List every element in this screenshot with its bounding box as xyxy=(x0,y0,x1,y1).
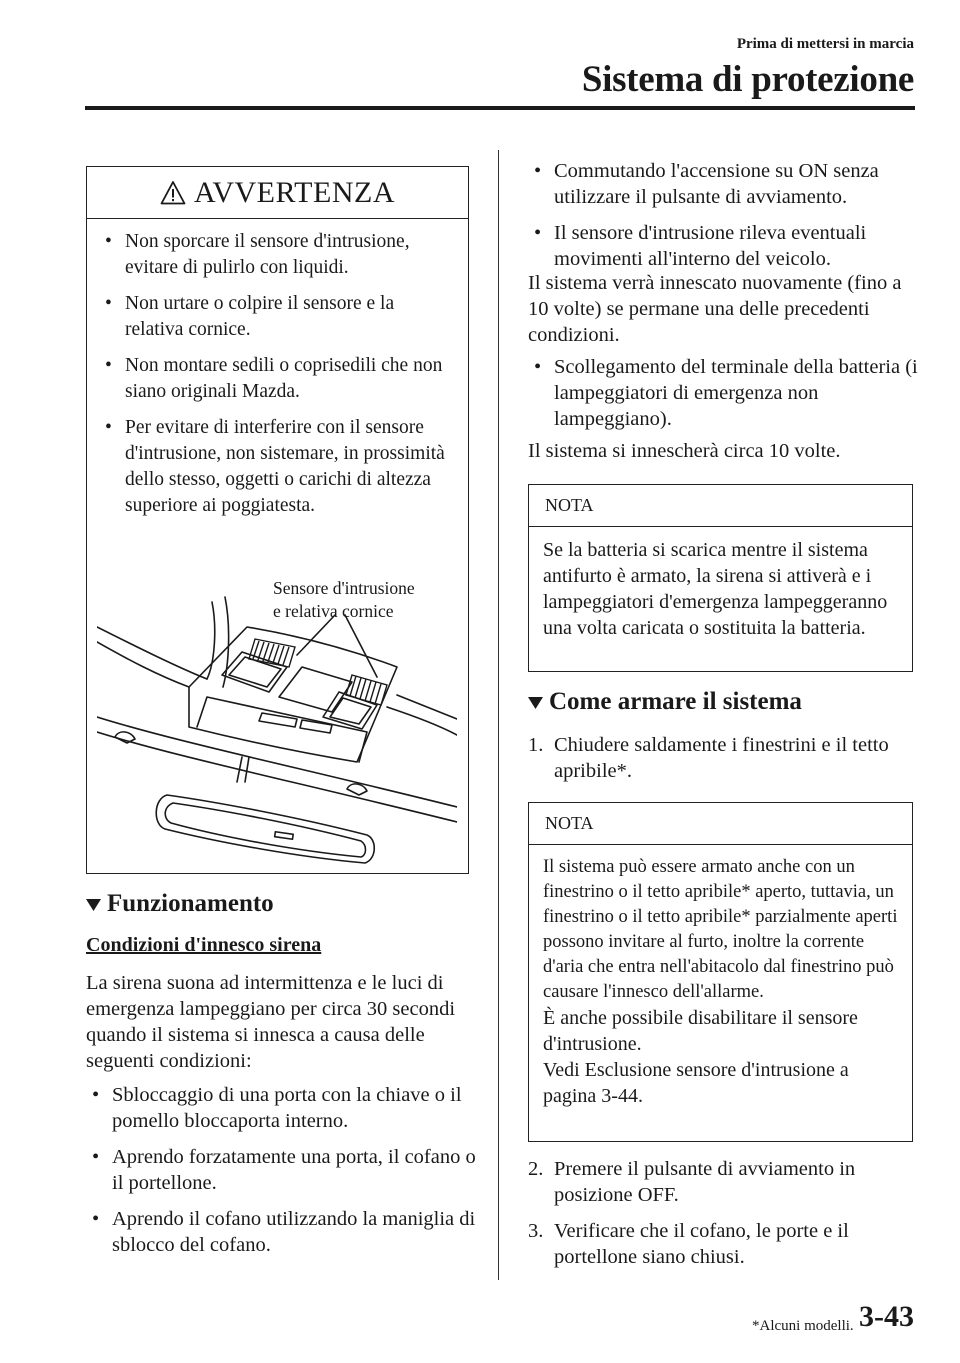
arming-heading xyxy=(528,688,802,716)
step-item xyxy=(528,1218,918,1270)
arming-heading-text: Come armare il sistema xyxy=(549,688,802,715)
funzionamento-heading-text: Funzionamento xyxy=(107,890,274,917)
battery-condition-list xyxy=(528,354,918,432)
siren-conditions-subheading: Condizioni d'innesco sirena xyxy=(86,934,322,956)
note-text xyxy=(529,845,912,1119)
step-text: Premere il pulsante di avviamento in posizione OFF. xyxy=(554,1158,856,1206)
warning-item: • Non montare sedili o coprisedili che non siano originali Mazda. xyxy=(99,353,454,405)
trigger-conditions-list-cont xyxy=(528,158,918,282)
rearm-paragraph: Il sistema verrà innescato nuovamente (fino a 10 volte) se permane una delle precedenti condizioni. xyxy=(528,272,902,346)
step-item xyxy=(528,732,918,784)
intrusion-sensor-illustration xyxy=(97,567,457,867)
warning-title: AVVERTENZA xyxy=(194,175,395,209)
footnote: *Alcuni modelli. xyxy=(752,1318,854,1334)
step-text: Chiudere saldamente i finestrini e il tetto apribile*. xyxy=(554,734,889,782)
figure-label-line: e relativa cornice xyxy=(273,601,394,621)
siren-intro-paragraph: La sirena suona ad intermittenza e le luci di emergenza lampeggiano per circa 30 secondi quando il sistema si innesca a causa delle seguenti condizioni: xyxy=(86,972,456,1072)
warning-box xyxy=(86,166,469,874)
page-number: 3-43 xyxy=(859,1300,914,1333)
warning-header xyxy=(87,167,468,219)
note-box-arming xyxy=(528,802,913,1142)
trigger-conditions-list xyxy=(86,1082,476,1268)
arming-steps-1 xyxy=(528,732,918,794)
step-item xyxy=(528,1156,918,1208)
step-number: 1. xyxy=(528,734,544,756)
note-text-part: È anche possibile disabilitare il sensore d'intrusione. xyxy=(543,1007,858,1055)
funzionamento-heading xyxy=(86,890,274,918)
note-label: NOTA xyxy=(529,485,912,527)
warning-item: • Non sporcare il sensore d'intrusione, evitare di pulirlo con liquidi. xyxy=(99,229,454,281)
note-cross-reference: Vedi Esclusione sensore d'intrusione a pagina 3-44. xyxy=(543,1059,849,1107)
triangle-down-icon xyxy=(86,897,101,912)
condition-item: • Scollegamento del terminale della batteria (i lampeggiatori di emergenza non lampeggiano). xyxy=(528,354,918,432)
note-box-battery xyxy=(528,484,913,672)
condition-item: • Aprendo il cofano utilizzando la maniglia di sblocco del cofano. xyxy=(86,1206,476,1258)
warning-item: • Non urtare o colpire il sensore e la relativa cornice. xyxy=(99,291,454,343)
header-rule xyxy=(85,106,915,110)
figure-label-line: Sensore d'intrusione xyxy=(273,578,415,598)
section-title: Sistema di protezione xyxy=(581,59,914,100)
step-number: 3. xyxy=(528,1220,544,1242)
warning-list xyxy=(99,229,454,529)
chapter-title: Prima di mettersi in marcia xyxy=(736,36,914,52)
arming-steps-2 xyxy=(528,1156,918,1280)
trigger-count-paragraph: Il sistema si innescherà circa 10 volte. xyxy=(528,440,841,462)
note-label: NOTA xyxy=(529,803,912,845)
condition-item: • Sbloccaggio di una porta con la chiave o il pomello bloccaporta interno. xyxy=(86,1082,476,1134)
note-text: Se la batteria si scarica mentre il sistema antifurto è armato, la sirena si attiverà e i lampeggiatori d'emergenza lampeggeranno una volta caricata o sostituita la batteria. xyxy=(543,539,888,639)
warning-triangle-icon xyxy=(160,180,186,206)
condition-item: • Commutando l'accensione su ON senza utilizzare il pulsante di avviamento. xyxy=(528,158,918,210)
step-text: Verificare che il cofano, le porte e il portellone siano chiusi. xyxy=(554,1220,849,1268)
condition-item: • Aprendo forzatamente una porta, il cofano o il portellone. xyxy=(86,1144,476,1196)
column-divider xyxy=(498,150,499,1280)
step-number: 2. xyxy=(528,1158,544,1180)
condition-item: • Il sensore d'intrusione rileva eventuali movimenti all'interno del veicolo. xyxy=(528,220,918,272)
note-text-part: Il sistema può essere armato anche con un finestrino o il tetto apribile* aperto, tuttavia, un finestrino o il tetto apribile* parzialmente aperti possono invitare al furto, inoltre la corrente d'aria che entra nell'abitacolo dal finestrino può causare l'innesco dell'allarme. xyxy=(543,857,898,1002)
triangle-down-icon xyxy=(528,695,543,710)
warning-item: • Per evitare di interferire con il sensore d'intrusione, non sistemare, in prossimità dello stesso, oggetti o carichi di altezza superiore ai poggiatesta. xyxy=(99,415,454,519)
